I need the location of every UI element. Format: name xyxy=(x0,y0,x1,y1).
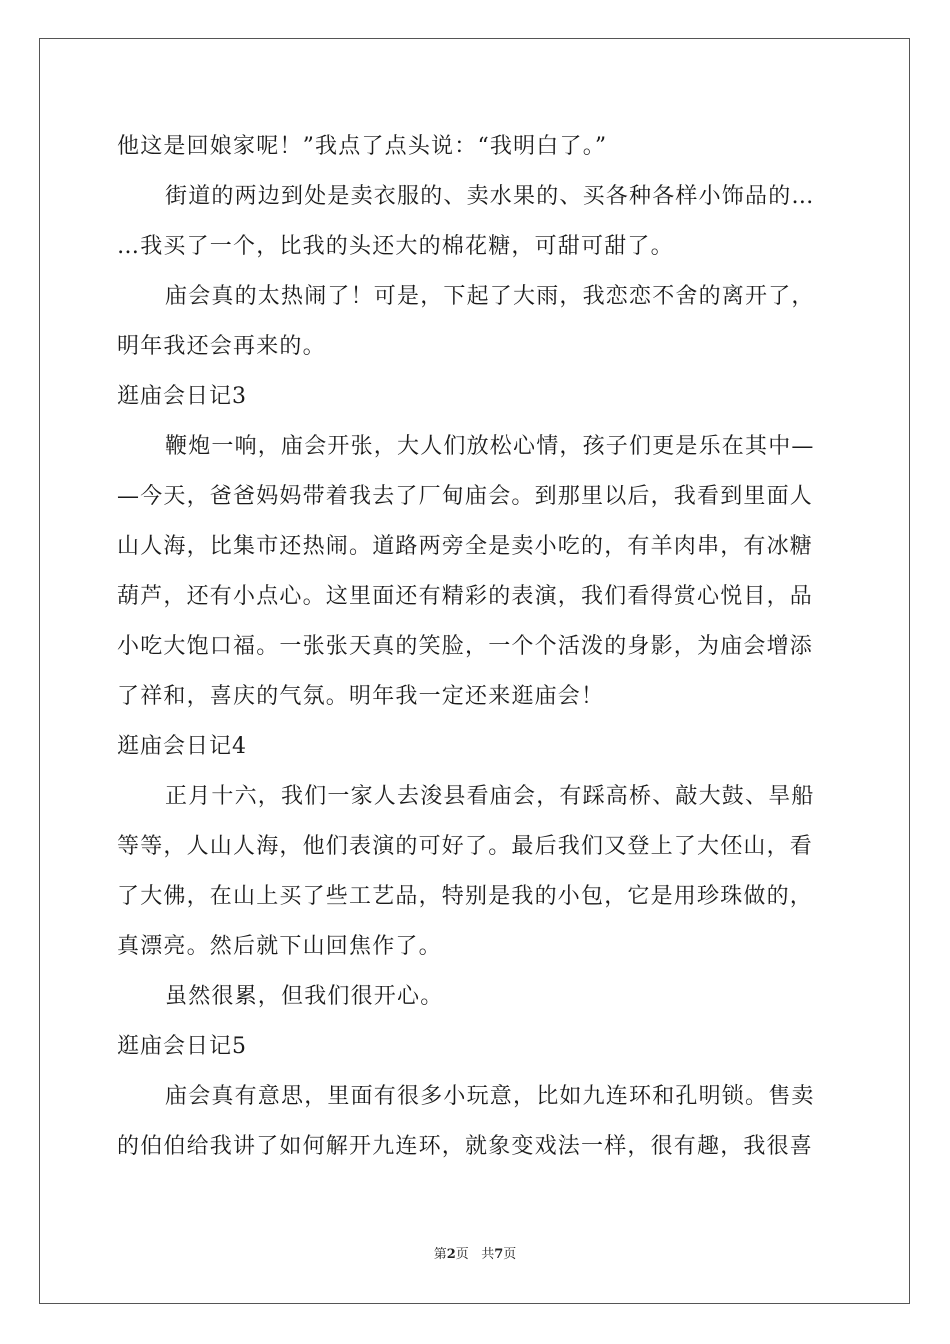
document-body xyxy=(117,122,833,1172)
footer-prefix: 第 xyxy=(433,1247,447,1262)
page-footer xyxy=(0,1243,950,1262)
text-line: 街道的两边到处是卖衣服的、卖水果的、买各种各样小饰品的… xyxy=(165,184,815,209)
section-heading: 逛庙会日记4 xyxy=(117,734,247,759)
footer-mid: 页 共 xyxy=(455,1247,495,1262)
text-line: 鞭炮一响，庙会开张，大人们放松心情，孩子们更是乐在其中— xyxy=(165,434,815,459)
text-line: 葫芦，还有小点心。这里面还有精彩的表演，我们看得赏心悦目，品 xyxy=(117,584,814,609)
text-line: 真漂亮。然后就下山回焦作了。 xyxy=(117,934,442,959)
text-line: 了大佛，在山上买了些工艺品，特别是我的小包，它是用珍珠做的， xyxy=(117,884,814,909)
text-line: 的伯伯给我讲了如何解开九连环，就象变戏法一样，很有趣，我很喜 xyxy=(117,1134,814,1159)
section-heading: 逛庙会日记3 xyxy=(117,384,247,409)
text-line: 明年我还会再来的。 xyxy=(117,334,326,359)
text-line: 了祥和，喜庆的气氛。明年我一定还来逛庙会！ xyxy=(117,684,605,709)
footer-suffix: 页 xyxy=(503,1247,517,1262)
text-line: 山人海，比集市还热闹。道路两旁全是卖小吃的，有羊肉串，有冰糖 xyxy=(117,534,814,559)
current-page-number: 2 xyxy=(446,1247,456,1262)
section-heading: 逛庙会日记5 xyxy=(117,1034,247,1059)
text-line: 虽然很累，但我们很开心。 xyxy=(165,984,444,1009)
text-line: 小吃大饱口福。一张张天真的笑脸，一个个活泼的身影，为庙会增添 xyxy=(117,634,814,659)
text-line: —今天，爸爸妈妈带着我去了厂甸庙会。到那里以后，我看到里面人 xyxy=(117,484,814,509)
text-line: 庙会真有意思，里面有很多小玩意，比如九连环和孔明锁。售卖 xyxy=(165,1084,815,1109)
total-page-count: 7 xyxy=(494,1247,504,1262)
text-line: 等等，人山人海，他们表演的可好了。最后我们又登上了大伾山，看 xyxy=(117,834,814,859)
text-line: …我买了一个，比我的头还大的棉花糖，可甜可甜了。 xyxy=(117,234,674,259)
text-line: 庙会真的太热闹了！可是，下起了大雨，我恋恋不舍的离开了， xyxy=(165,284,815,309)
text-line: 他这是回娘家呢！”我点了点头说：“我明白了。” xyxy=(117,134,608,159)
text-line: 正月十六，我们一家人去浚县看庙会，有踩高桥、敲大鼓、旱船 xyxy=(165,784,815,809)
